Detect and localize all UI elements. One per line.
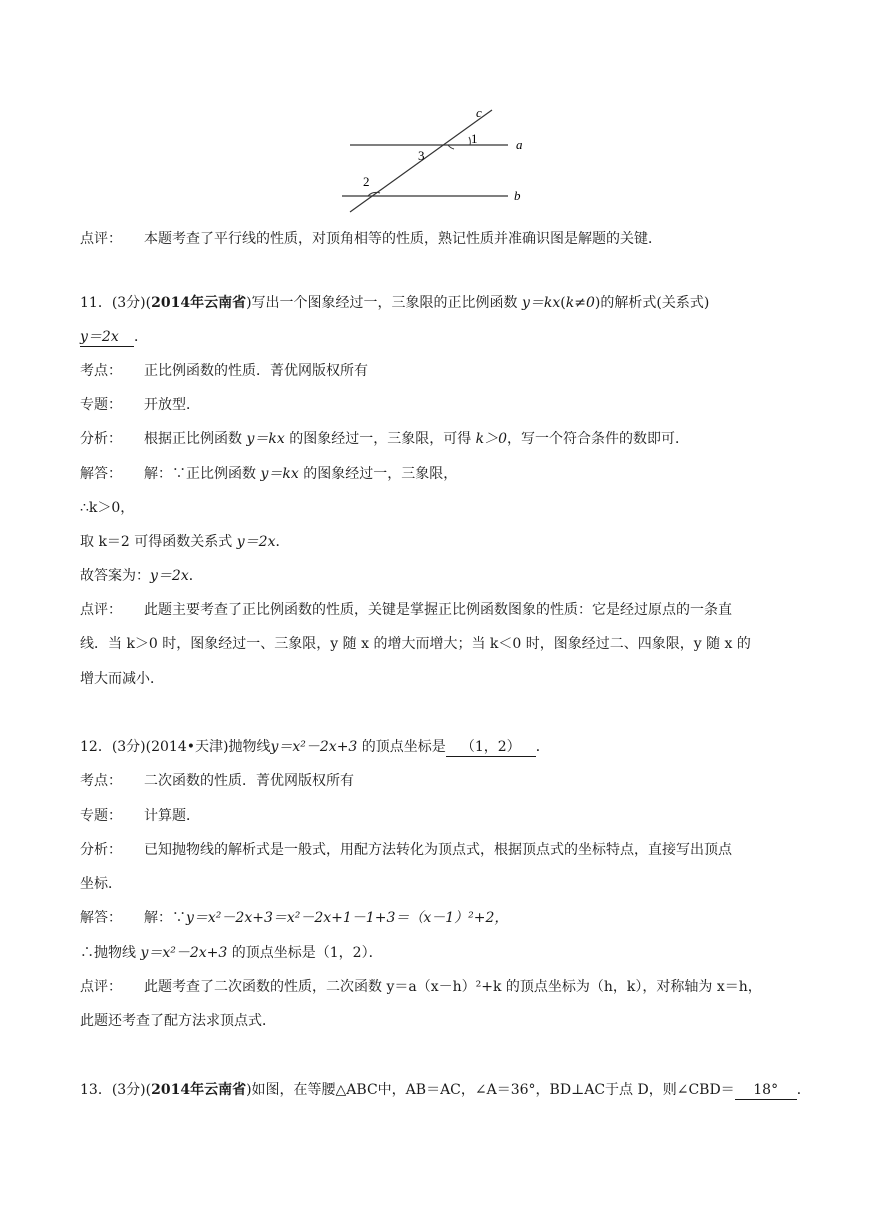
q11-zhuanti: 专题： 开放型． [80,397,200,413]
q11-dianping-2: 线．当 k＞0 时，图象经过一、三象限，y 随 x 的增大而增大；当 k＜0 时，图象经过二、四象限，y 随 x 的 [80,636,751,652]
q13-stem: 13．(3分)(2014年云南省)如图，在等腰△ABC中，AB＝AC，∠A＝36°，BD⊥AC于点 D，则∠CBD＝ 18° ． [80,1082,811,1098]
q12-dianping: 点评： 此题考查了二次函数的性质，二次函数 y＝a（x－h）²+k 的顶点坐标为（h，k），对称轴为 x＝h， [80,979,762,995]
label-a: a [516,137,523,152]
q12-parabola: y＝x²－2x+3 [270,739,358,755]
q12-step-1: ∴抛物线 y＝x²－2x+3 的顶点坐标是（1，2）． [80,945,383,961]
q12-kaodian: 考点： 二次函数的性质．菁优网版权所有 [80,773,354,789]
q12-answer: （1，2） [446,739,536,757]
q11-kaodian: 考点： 正比例函数的性质．菁优网版权所有 [80,363,368,379]
label-2: 2 [363,174,370,189]
parallel-lines-figure [330,100,540,222]
q11-dianping-3: 增大而减小． [80,671,164,687]
label-c: c [476,105,482,120]
q11-step-3: 故答案为：y＝2x． [80,568,203,584]
q12-jieda: 解答： 解：∵y＝x²－2x+3＝x²－2x+1－1+3＝（x－1）²+2， [80,910,509,926]
q11-dianping: 点评： 此题主要考查了正比例函数的性质，关键是掌握正比例函数图象的性质：它是经过原点的一条直 [80,602,732,618]
q13-source: 2014年云南省 [151,1082,247,1098]
label-1: 1 [471,131,478,146]
q11-source: 2014年云南省 [151,295,247,311]
q12-fenxi: 分析： 已知抛物线的解析式是一般式，用配方法转化为顶点式，根据顶点式的坐标特点，直接写出顶点 [80,842,732,858]
q11-fenxi: 分析： 根据正比例函数 y＝kx 的图象经过一，三象限，可得 k＞0，写一个符合条件的数即可． [80,431,690,447]
q11-step-1: ∴k＞0， [80,500,135,516]
label-3: 3 [418,148,425,163]
q11-stem: 11．(3分)(2014年云南省)写出一个图象经过一，三象限的正比例函数 y＝kx(k≠0)的解析式(关系式) [80,295,710,311]
q12-dianping-2: 此题还考查了配方法求顶点式． [80,1013,276,1029]
angle-3-arc [448,145,454,149]
review-text: 本题考查了平行线的性质，对顶角相等的性质，熟记性质并准确识图是解题的关键． [144,231,662,247]
q13-answer: 18° [735,1082,797,1100]
review-label: 点评： [80,231,122,247]
label-b: b [514,188,521,203]
q11-answer-line: y＝2x ． [80,329,148,345]
q10-review [80,229,662,249]
q11-step-2: 取 k＝2 可得函数关系式 y＝2x． [80,534,290,550]
q12-stem: 12．(3分)(2014•天津)抛物线y＝x²－2x+3 的顶点坐标是 （1，2） ． [80,739,550,755]
q12-fenxi-2: 坐标． [80,876,122,892]
q12-zhuanti: 专题： 计算题． [80,808,200,824]
q11-answer: y＝2x [80,329,134,347]
q11-jieda: 解答： 解：∵正比例函数 y＝kx 的图象经过一，三象限， [80,466,458,482]
